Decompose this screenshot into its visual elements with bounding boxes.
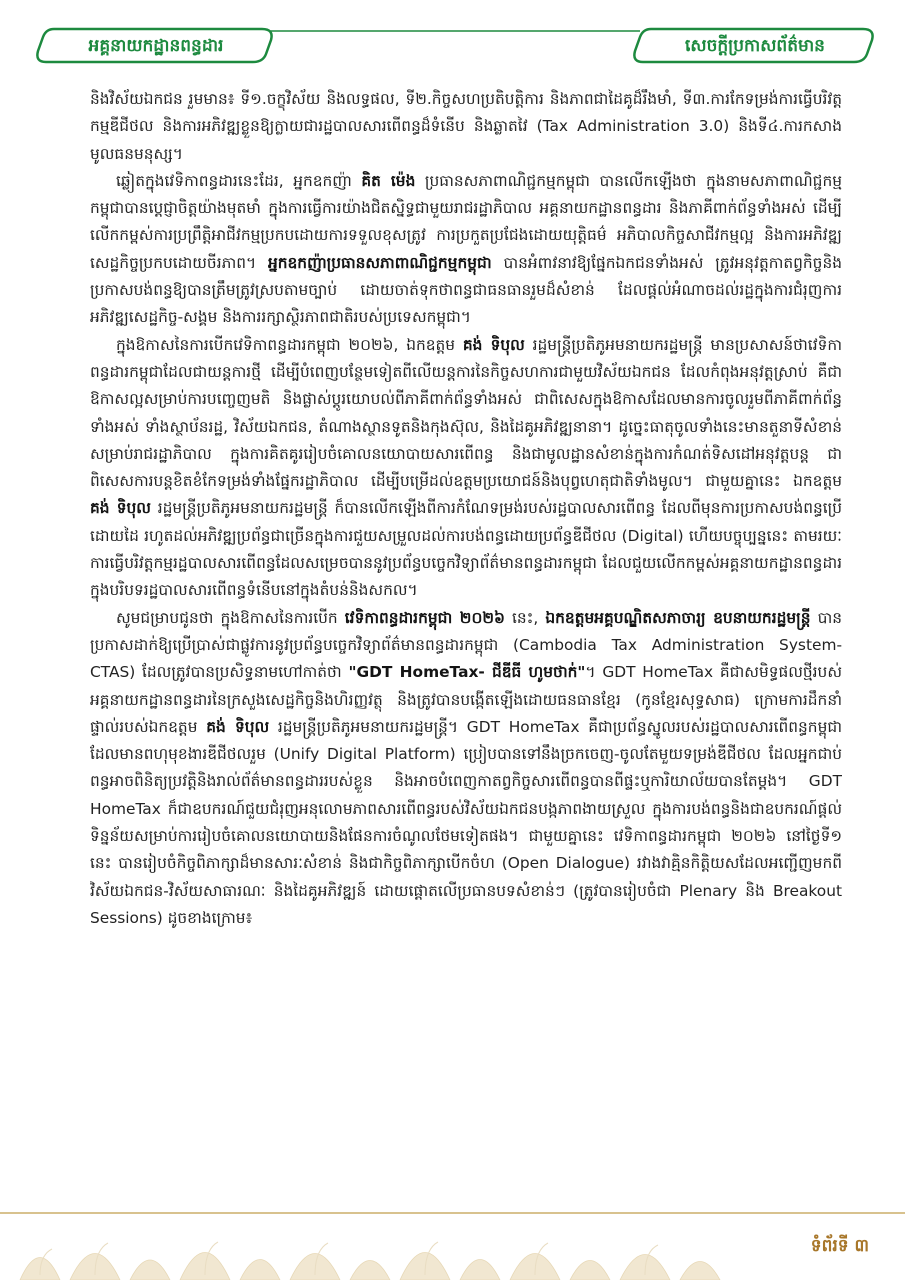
bold-title: ឯកឧត្ដមអគ្គបណ្ឌិតសភាចារ្យ ឧបនាយករដ្ឋមន្ត្រី — [545, 608, 811, 627]
bold-event-name: វេទិកាពន្ធដារកម្ពុជា ២០២៦ — [344, 608, 505, 627]
paragraph-text: បានអំពាវនាវឱ្យផ្នែកឯកជនទាំងអស់ ត្រូវអនុវត្តកាតព្វកិច្ចនិងប្រកាសបង់ពន្ធឱ្យបានត្រឹមត្រូវស្របតាមច្បាប់ ដោយចាត់ទុកថាពន្ធជាធនធានរួមដ៏សំខាន់ ដែលផ្ដល់អំណាចដល់រដ្ឋក្នុងការជំរុញការអភិវឌ្ឍសេដ្ឋកិច្ច-សង្គម និងការរក្សាស្ថិរភាពជាតិរបស់ប្រទេសកម្ពុជា។ — [90, 253, 842, 327]
paragraph-2 — [90, 168, 842, 332]
paragraph-text: ក្នុងឱកាសនៃការបើកវេទិកាពន្ធដារកម្ពុជា ២០២៦, ឯកឧត្ដម — [116, 335, 463, 354]
department-title: អគ្គនាយកដ្ឋានពន្ធដារ — [88, 36, 224, 56]
paragraph-text: រដ្ឋមន្ត្រីប្រតិភូអមនាយករដ្ឋមន្ត្រី។ GDT HomeTax គឺជាប្រព័ន្ធស្នូលរបស់រដ្ឋបាលសារពើពន្ធកម្ពុជាដែលមានពហុមុខងារឌីជីថលរួម (Unify Digital Platform) ប្រៀបបានទៅនឹងច្រកចេញ-ចូលតែមួយទម្រង់ឌីជីថល ដែលអ្នកជាប់ពន្ធអាចពិនិត្យប្រវត្តិនិងរាល់ព័ត៌មានពន្ធដាររបស់ខ្លួន និងអាចបំពេញកាតព្វកិច្ចសារពើពន្ធបានពីផ្ទះឬការិយាល័យបានតែម្ដង។ GDT HomeTax ក៏ជាឧបករណ៍ជួយជំរុញអនុលោមភាពសារពើពន្ធរបស់វិស័យឯកជនបង្កភាពងាយស្រួល ក្នុងការបង់ពន្ធនិងជាឧបករណ៍ផ្ដល់ទិន្នន័យសម្រាប់ការរៀបចំគោលនយោបាយនិងផែនការចំណូលថែមទៀតផង។ ជាមួយគ្នានេះ វេទិកាពន្ធដារកម្ពុជា ២០២៦ នៅថ្ងៃទី១ នេះ បានរៀបចំកិច្ចពិភាក្សាដ៏មានសារៈសំខាន់ និងជាកិច្ចពិភាក្សាបើកចំហ (Open Dialogue) រវាងវាគ្មិនកិត្តិយសដែលអញ្ជើញមកពីវិស័យឯកជន-វិស័យសាធារណៈ និងដៃគូអភិវឌ្ឍន៍ ដោយផ្ដោតលើប្រធានបទសំខាន់ៗ (ត្រូវបានរៀបចំជា Plenary និង Breakout Sessions) ដូចខាងក្រោម៖ — [90, 717, 842, 927]
footer-ornament — [0, 1205, 905, 1280]
paragraph-4 — [90, 605, 842, 933]
press-release-title: សេចក្ដីប្រកាសព័ត៌មាន — [685, 36, 825, 56]
paragraph-text: ។ GDT HomeTax គឺជាសមិទ្ធផលថ្មីរបស់អគ្គនាយកដ្ឋានពន្ធដារនៃក្រសួងសេដ្ឋកិច្ចនិងហិរញ្ញវត្ថុ និងត្រូវបានបង្កើតឡើងដោយធនធានខ្មែរ (កូនខ្មែរសុទ្ធសាធ) ក្រោមការដឹកនាំផ្ទាល់របស់ឯកឧត្ដម — [90, 663, 842, 736]
paragraph-text: និងវិស័យឯកជន រួមមាន៖ ទី១.ចក្ខុវិស័យ និងលទ្ធផល, ទី២.កិច្ចសហប្រតិបត្តិការ និងភាពជាដៃគូដ៏រឹងមាំ, ទី៣.ការកែទម្រង់ការធ្វើបរិវត្តកម្មឌីជីថល និងការអភិវឌ្ឍខ្លួនឱ្យក្លាយជារដ្ឋបាលសារពើពន្ធដ៏ទំនើប និងឆ្លាតវៃ (Tax Administration 3.0) និងទី៤.ការកសាងមូលធនមនុស្ស។ — [90, 90, 842, 163]
page-number: ទំព័រទី ៣ — [810, 1236, 869, 1256]
bold-name: គង់ ទិបុល — [90, 499, 151, 518]
paragraph-text: រដ្ឋមន្ត្រីប្រតិភូអមនាយករដ្ឋមន្ត្រី មានប្រសាសន៍ថាវេទិកាពន្ធដារកម្ពុជាដែលជាយន្តការថ្មី ដើម្បីបំពេញបន្ថែមទៀតពីលើយន្តការនៃកិច្ចសហការជាមួយវិស័យឯកជន ដែលកំពុងអនុវត្តស្រាប់ គឺជាឱកាសល្អសម្រាប់ការបញ្ចេញមតិ និងផ្លាស់ប្ដូរយោបល់ពីភាគីពាក់ព័ន្ធទាំងអស់ ជាពិសេសក្នុងឱកាសដែលមានការចូលរួមពីភាគីពាក់ព័ន្ធទាំងអស់ ទាំងស្ថាប័នរដ្ឋ, វិស័យឯកជន, តំណាងស្ថានទូតនិងកុងស៊ុល, និងដៃគូអភិវឌ្ឍនានា។ ដូច្នេះធាតុចូលទាំងនេះមានតួនាទីសំខាន់សម្រាប់រាជរដ្ឋាភិបាល ក្នុងការគិតគូររៀបចំគោលនយោបាយសារពើពន្ធ និងជាមូលដ្ឋានសំខាន់ក្នុងការកំណត់ទិសដៅអនុវត្តបន្ត ជាពិសេសការបន្តខិតខំកែទម្រង់ទាំងផ្នែករដ្ឋាភិបាល ដើម្បីបម្រើដល់ឧត្តមប្រយោជន៍និងបុព្វហេតុជាតិទាំងមូល។ ជាមួយគ្នានេះ ឯកឧត្ដម — [90, 335, 842, 491]
paragraph-text: រដ្ឋមន្ត្រីប្រតិភូអមនាយករដ្ឋមន្ត្រី ក៏បានលើកឡើងពីការកំណែទម្រង់របស់រដ្ឋបាលសារពើពន្ធ ដែលពីមុនការប្រកាសបង់ពន្ធប្រើដោយដៃ រហូតដល់អភិវឌ្ឍប្រព័ន្ធជាច្រើនក្នុងការជួយសម្រួលដល់ការបង់ពន្ធដោយប្រព័ន្ធឌីជីថល (Digital) ហើយបច្ចុប្បន្ននេះ តាមរយៈការធ្វើបរិវត្តកម្មរដ្ឋបាលសារពើពន្ធដែលសម្រេចបាននូវប្រព័ន្ធបច្ចេកវិទ្យាព័ត៌មានពន្ធដារកម្ពុជា ដែលជួយលើកកម្ពស់អគ្គនាយកដ្ឋានពន្ធដារ ក្នុងបរិបទរដ្ឋបាលសារពើពន្ធទំនើបនៅក្នុងតំបន់និងសកល។ — [90, 499, 842, 600]
paragraph-1 — [90, 86, 842, 168]
paragraph-text: នេះ, — [504, 608, 546, 627]
bold-name: គង់ ទិបុល — [462, 335, 525, 354]
bold-name: គិត ម៉េង — [361, 171, 416, 190]
paragraph-text: ឆ្លៀតក្នុងវេទិកាពន្ធដារនេះដែរ, អ្នកឧកញ៉ា — [116, 171, 362, 190]
paragraph-3 — [90, 332, 842, 605]
article-body — [90, 86, 842, 1198]
paragraph-text: បានប្រកាសដាក់ឱ្យប្រើប្រាស់ជាផ្លូវការនូវប្រព័ន្ធបច្ចេកវិទ្យាព័ត៌មានពន្ធដារកម្ពុជា (Cambodia Tax Administration System-CTAS) ដែលត្រូវបានប្រសិទ្ធនាមហៅកាត់ថា — [90, 608, 842, 682]
bold-name: គង់ ទិបុល — [206, 717, 270, 736]
bold-system-name: "GDT HomeTax- ជីឌីធី ហូមថាក់" — [348, 663, 586, 682]
paragraph-text: សូមជម្រាបជូនថា ក្នុងឱកាសនៃការបើក — [116, 608, 345, 627]
bold-title: អ្នកឧកញ៉ាប្រធានសភាពាណិជ្ជកម្មកម្ពុជា — [268, 253, 492, 272]
paragraph-text: ប្រធានសភាពាណិជ្ជកម្មកម្ពុជា បានលើកឡើងថា ក្នុងនាមសភាពាណិជ្ជកម្មកម្ពុជាបានប្ដេជ្ញាចិត្តយ៉ាងមុតមាំ ក្នុងការធ្វើការយ៉ាងជិតស្និទ្ធជាមួយរាជរដ្ឋាភិបាល អគ្គនាយកដ្ឋានពន្ធដារ និងភាគីពាក់ព័ន្ធទាំងអស់ ដើម្បីលើកកម្ពស់ការប្រព្រឹត្តិអាជីវកម្មប្រកបដោយការទទួលខុសត្រូវ ការប្រកួតប្រជែងដោយយុត្តិធម៌ អភិបាលកិច្ចសាជីវកម្មល្អ និងការអភិវឌ្ឍសេដ្ឋកិច្ចប្រកបដោយចីរភាព។ — [90, 171, 842, 272]
